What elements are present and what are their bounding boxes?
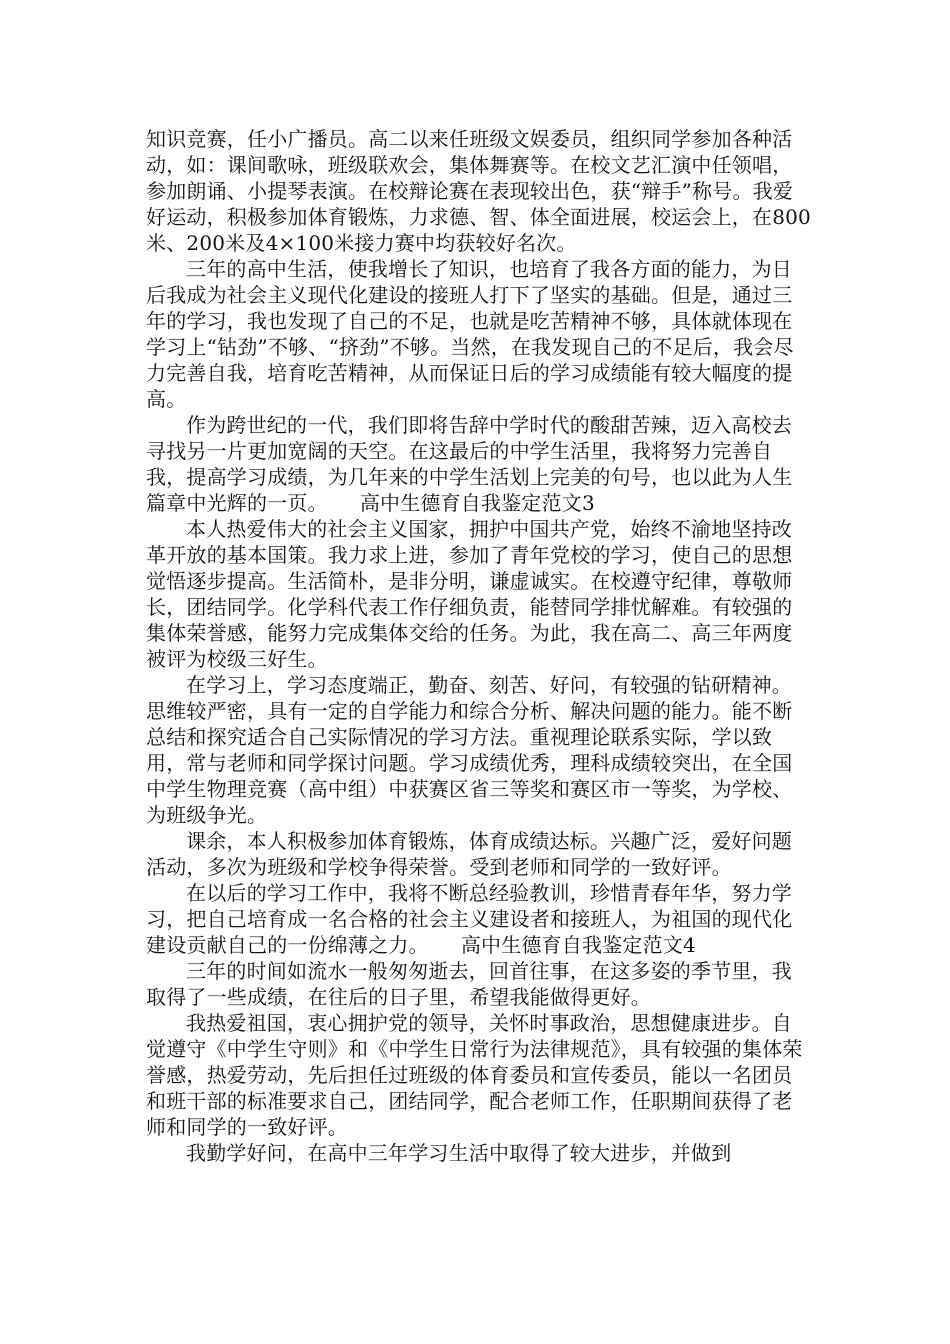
paragraph-text: 在以后的学习工作中，我将不断总经验教训，珍惜青春年华，努力学习，把自己培育成一名合格的社会主义建设者和接班人，为祖国的现代化建设贡献自己的一份绵薄之力。 <box>146 881 793 957</box>
paragraph-9 <box>146 1010 812 1140</box>
paragraph-2 <box>146 256 812 412</box>
paragraph-text: 本人热爱伟大的社会主义国家，拥护中国共产党，始终不渝地坚持改革开放的基本国策。我力求上进，参加了青年党校的学习，使自己的思想觉悟逐步提高。生活简朴，是非分明，谦虚诚实。在校遵守纪律，尊敬师长，团结同学。化学科代表工作仔细负责，能替同学排忧解难。有较强的集体荣誉感，能努力完成集体交给的任务。为此，我在高二、高三年两度被评为校级三好生。 <box>146 517 793 671</box>
section-heading: 高中生德育自我鉴定范文3 <box>359 491 595 515</box>
paragraph-text: 三年的高中生活，使我增长了知识，也培育了我各方面的能力，为日后我成为社会主义现代化建设的接班人打下了坚实的基础。但是，通过三年的学习，我也发现了自己的不足，也就是吃苦精神不够，具体就体现在学习上“钻劲”不够、“挤劲”不够。当然，在我发现自己的不足后，我会尽力完善自我，培育吃苦精神，从而保证日后的学习成绩能有较大幅度的提高。 <box>146 257 794 411</box>
paragraph-text: 作为跨世纪的一代，我们即将告辞中学时代的酸甜苦辣，迈入高校去寻找另一片更加宽阔的天空。在这最后的中学生活里，我将努力完善自我，提高学习成绩，为几年来的中学生活划上完美的句号，也以此为人生篇章中光辉的一页。 <box>146 413 793 515</box>
paragraph-5 <box>146 672 812 828</box>
paragraph-1 <box>146 126 812 256</box>
document-body <box>146 126 812 1166</box>
paragraph-text: 三年的时间如流水一般匆匆逝去，回首往事，在这多姿的季节里，我取得了一些成绩，在往后的日子里，希望我能做得更好。 <box>146 959 792 1009</box>
paragraph-7 <box>146 880 812 958</box>
paragraph-text: 知识竞赛，任小广播员。高二以来任班级文娱委员，组织同学参加各种活动，如：课间歌咏，班级联欢会，集体舞赛等。在校文艺汇演中任领唱，参加朗诵、小提琴表演。在校辩论赛在表现较出色，获“辩手”称号。我爱好运动，积极参加体育锻炼，力求德、智、体全面进展，校运会上，在800米、200米及4×100米接力赛中均获较好名次。 <box>146 127 811 255</box>
paragraph-10 <box>146 1140 812 1166</box>
paragraph-6 <box>146 828 812 880</box>
paragraph-text: 我热爱祖国，衷心拥护党的领导，关怀时事政治，思想健康进步。自觉遵守《中学生守则》和《中学生日常行为法律规范》，具有较强的集体荣誉感，热爱劳动，先后担任过班级的体育委员和宣传委员，能以一名团员和班干部的标准要求自己，团结同学，配合老师工作，任职期间获得了老师和同学的一致好评。 <box>146 1011 803 1139</box>
paragraph-4 <box>146 516 812 672</box>
paragraph-8 <box>146 958 812 1010</box>
paragraph-text: 在学习上，学习态度端正，勤奋、刻苦、好问，有较强的钻研精神。思维较严密，具有一定的自学能力和综合分析、解决问题的能力。能不断总结和探究适合自己实际情况的学习方法。重视理论联系实际，学以致用，常与老师和同学探讨问题。学习成绩优秀，理科成绩较突出，在全国中学生物理竞赛（高中组）中获赛区省三等奖和赛区市一等奖，为学校、为班级争光。 <box>146 673 793 827</box>
paragraph-text: 我勤学好问，在高中三年学习生活中取得了较大进步，并做到 <box>186 1141 732 1165</box>
section-heading: 高中生德育自我鉴定范文4 <box>460 933 696 957</box>
paragraph-3 <box>146 412 812 516</box>
paragraph-text: 课余，本人积极参加体育锻炼，体育成绩达标。兴趣广泛，爱好问题活动，多次为班级和学校争得荣誉。受到老师和同学的一致好评。 <box>146 829 792 879</box>
